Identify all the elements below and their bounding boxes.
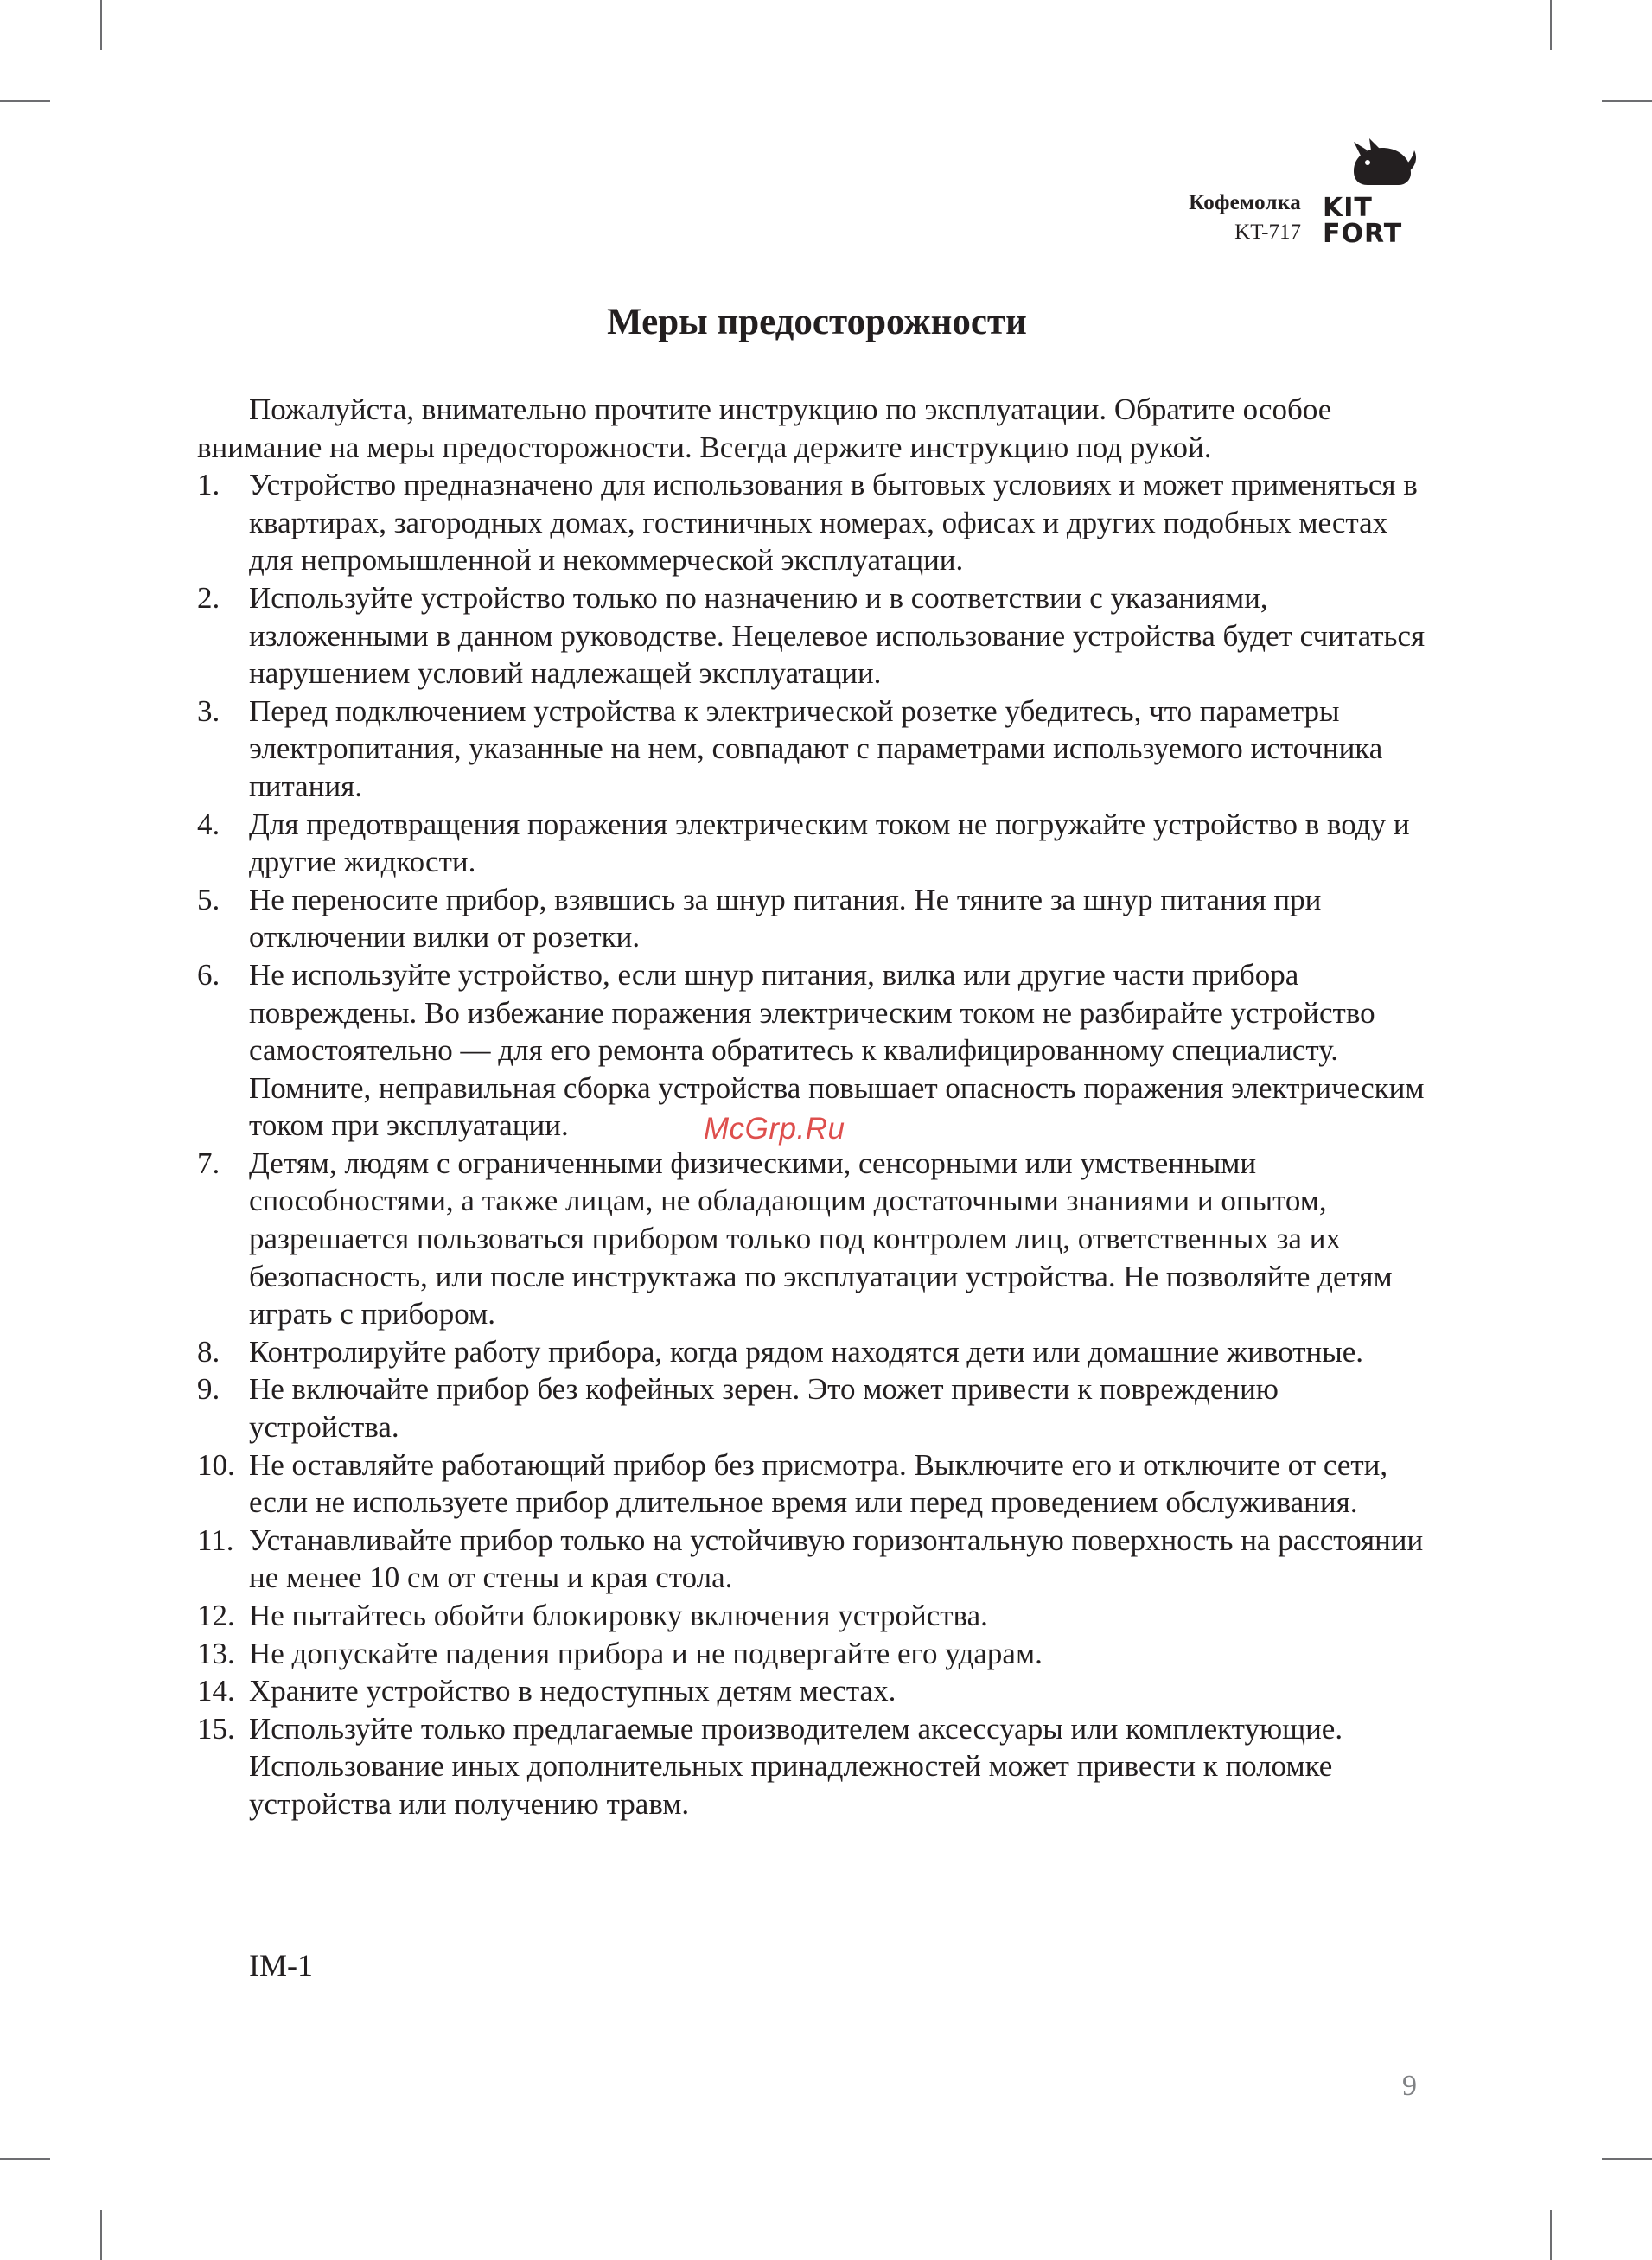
list-item [197,1710,1435,1823]
crop-mark-left-top [0,100,50,102]
page-title: Меры предосторожности [607,302,1027,342]
item-number: 14. [197,1674,235,1708]
item-text: Не пытайтесь обойти блокировку включения устройства. [249,1599,988,1632]
page-header [1124,130,1435,251]
list-item [197,1446,1435,1522]
list-item [197,1522,1435,1597]
list-item [197,1370,1435,1446]
item-number: 9. [197,1372,220,1407]
logo-line-1: KIT [1323,193,1373,223]
product-model: KT-717 [1234,220,1301,244]
intro-paragraph: Пожалуйста, внимательно прочтите инструкцию по эксплуатации. Обратите особое внимание на меры предосторожности. Всегда держите инструкцию под рукой. [197,393,1332,464]
brand-logo [1314,137,1435,253]
watermark[interactable]: McGrp.Ru [704,1112,845,1146]
list-item [197,1145,1435,1333]
item-text: Не оставляйте работающий прибор без присмотра. Выключите его и отключите от сети, если не используете прибор длительное время или перед проведением обслуживания. [249,1447,1388,1520]
item-number: 6. [197,957,220,992]
item-text: Детям, людям с ограниченными физическими, сенсорными или умственными способностями, а также лицам, не обладающим достаточными знаниями и опытом, разрешается пользоваться прибором только под контролем лиц, ответственных за их безопасность, или после инструктажа по эксплуатации устройства. Не позволяйте детям играть с прибором. [249,1146,1393,1331]
item-number: 4. [197,807,220,841]
document-body [197,391,1435,1823]
crop-mark-bottom-right [1550,2210,1552,2260]
item-number: 13. [197,1636,235,1670]
item-number: 10. [197,1447,235,1482]
crop-mark-bottom-left [100,2210,102,2260]
item-text: Не используйте устройство, если шнур питания, вилка или другие части прибора повреждены. Во избежание поражения электрическим током не разбирайте устройство самостоятельно — для его ремонта обратитесь к квалифицированному специалисту. Помните, неправильная сборка устройства повышает опасность поражения электрическим током при эксплуатации. [249,957,1425,1143]
crop-mark-top-right [1550,0,1552,50]
item-text: Не переносите прибор, взявшись за шнур питания. Не тяните за шнур питания при отключении вилки от розетки. [249,882,1322,954]
item-number: 11. [197,1523,234,1557]
item-text: Используйте только предлагаемые производителем аксессуары или комплектующие. Использование иных дополнительных принадлежностей может привести к поломке устройства или получению травм. [249,1711,1343,1821]
item-text: Не допускайте падения прибора и не подвергайте его ударам. [249,1636,1043,1670]
list-item [197,693,1435,806]
item-number: 2. [197,580,220,615]
item-text: Для предотвращения поражения электрическим током не погружайте устройство в воду и другие жидкости. [249,807,1410,879]
item-text: Не включайте прибор без кофейных зерен. Это может привести к повреждению устройства. [249,1372,1279,1445]
list-item [197,1597,1435,1635]
crop-mark-right-top [1602,100,1652,102]
crop-mark-left-bottom [0,2158,50,2160]
product-info [1189,188,1301,247]
list-item [197,579,1435,693]
page-number: 9 [1402,2070,1417,2102]
item-text: Храните устройство в недоступных детям местах. [249,1674,896,1708]
list-item [197,1635,1435,1673]
item-text: Перед подключением устройства к электрической розетке убедитесь, что параметры электропитания, указанные на нем, совпадают с параметрами используемого источника питания. [249,693,1383,803]
item-number: 8. [197,1334,220,1369]
list-item [197,881,1435,956]
document-code: IM-1 [249,1948,313,1982]
product-name: Кофемолка [1189,191,1301,214]
logo-wordmark [1323,195,1402,247]
item-text: Устройство предназначено для использования в бытовых условиях и может применяться в квартирах, загородных домах, гостиничных номерах, офисах и других подобных местах для непромышленной и некоммерческой эксплуатации. [249,468,1418,578]
item-text: Используйте устройство только по назначению и в соответствии с указаниями, изложенными в данном руководстве. Нецелевое использование устройства будет считаться нарушением условий надлежащей эксплуатации. [249,580,1426,691]
list-item [197,1672,1435,1710]
list-item [197,806,1435,881]
item-number: 15. [197,1711,235,1746]
crop-mark-top-left [100,0,102,50]
item-number: 5. [197,882,220,916]
item-text: Устанавливайте прибор только на устойчивую горизонтальную поверхность на расстоянии не менее 10 см от стены и края стола. [249,1523,1424,1595]
item-text: Контролируйте работу прибора, когда рядом находятся дети или домашние животные. [249,1334,1364,1369]
item-number: 7. [197,1146,220,1180]
item-number: 1. [197,468,220,502]
item-number: 3. [197,693,220,728]
crop-mark-right-bottom [1602,2158,1652,2160]
list-item [197,1333,1435,1371]
logo-line-2: FORT [1323,219,1403,249]
cat-logo-icon [1349,137,1418,190]
item-number: 12. [197,1599,235,1632]
list-item [197,466,1435,579]
